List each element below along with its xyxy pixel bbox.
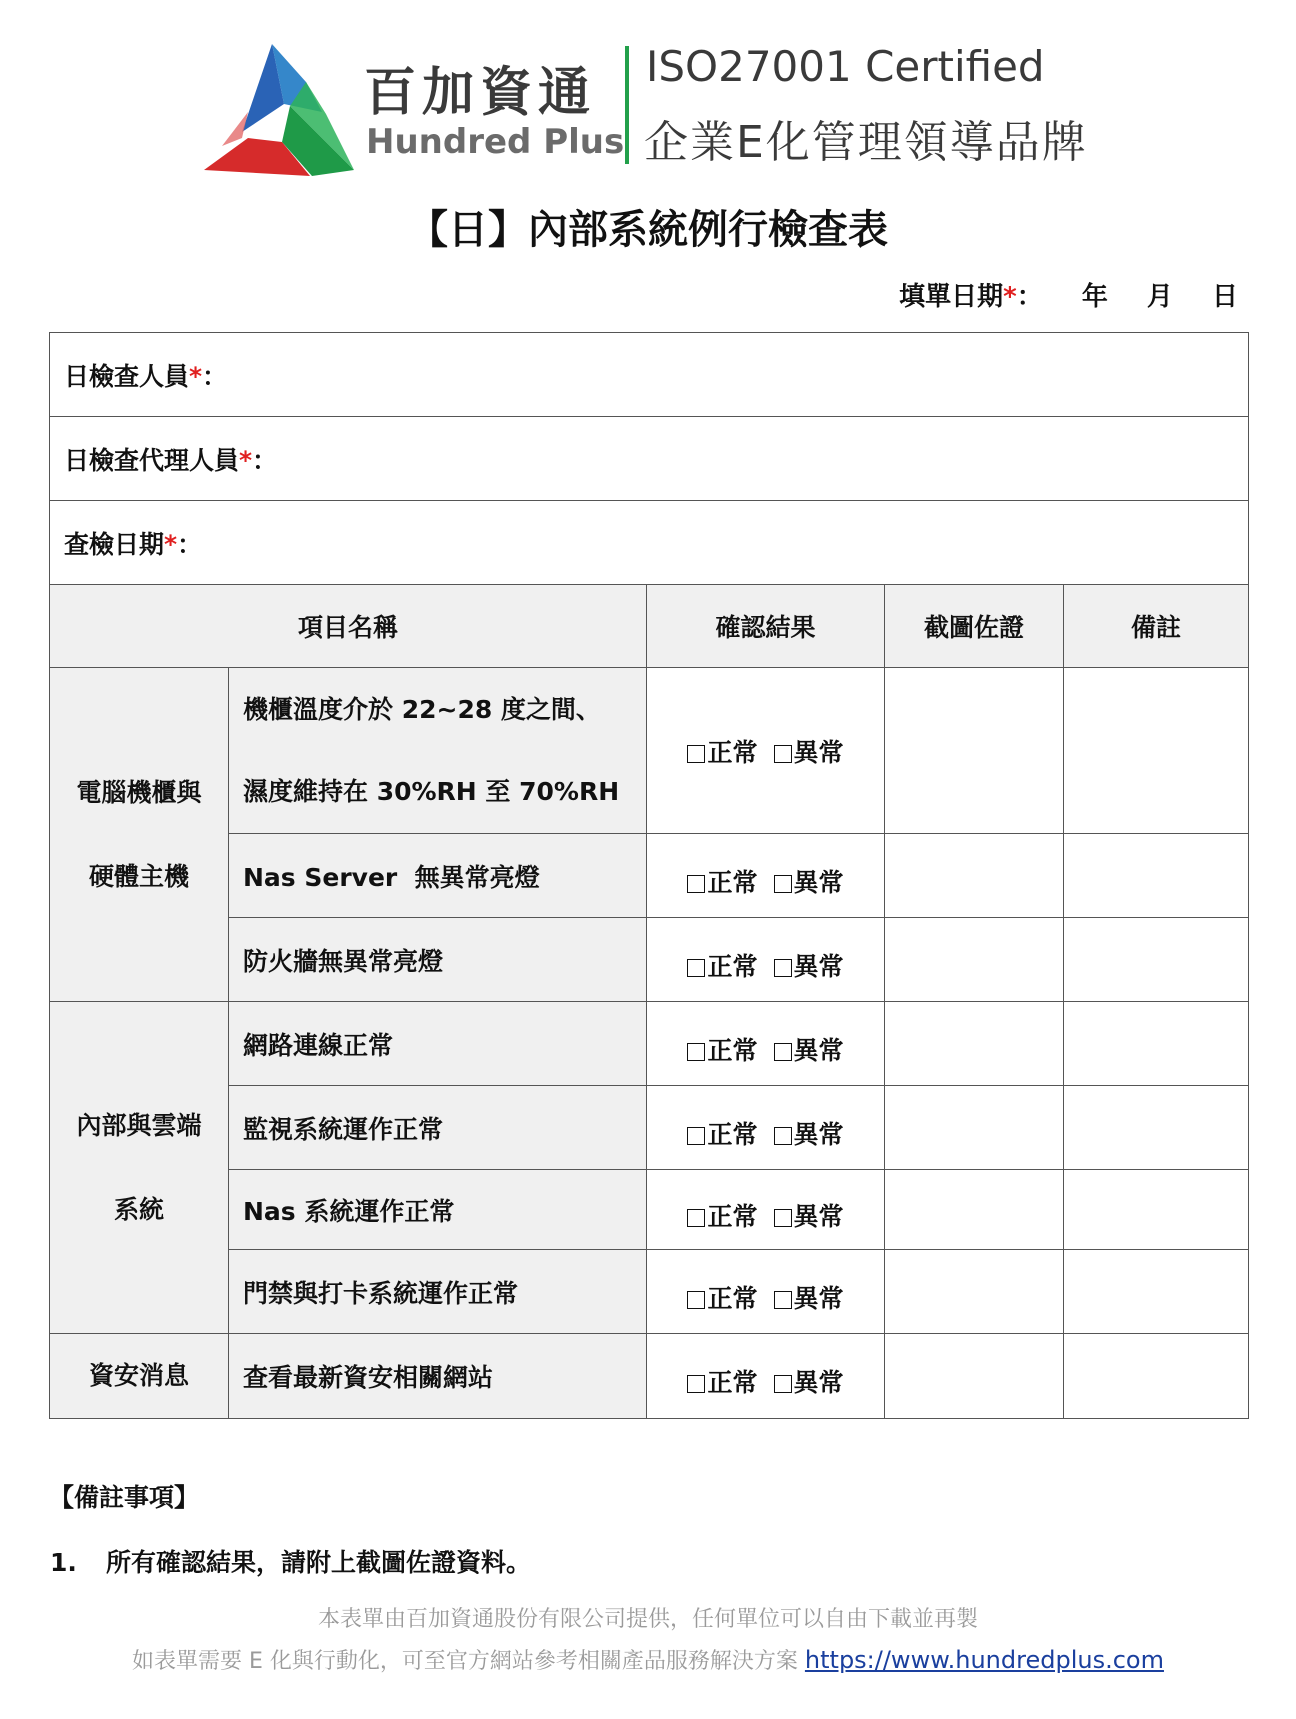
table-row: [50, 834, 1249, 918]
brand-name-en: Hundred Plus: [366, 122, 625, 162]
deputy-inspector-field[interactable]: 日檢查代理人員*：: [50, 417, 1249, 501]
screenshot-cell[interactable]: [885, 668, 1064, 834]
note-text: 所有確認結果，請附上截圖佐證資料。: [106, 1548, 532, 1577]
fill-date-label: 填單日期: [899, 282, 1004, 312]
note-cell[interactable]: [1064, 834, 1249, 918]
item-cabinet-temperature: 機櫃溫度介於 22~28 度之間、 濕度維持在 30%RH 至 70%RH: [229, 668, 647, 834]
website-link[interactable]: https://www.hundredplus.com: [804, 1646, 1164, 1674]
checkbox-abnormal[interactable]: 異常: [774, 952, 844, 981]
item-nas-server: Nas Server 無異常亮燈: [229, 834, 647, 918]
table-row: [50, 1250, 1249, 1334]
brand-slogan: 企業E化管理領導品牌: [644, 117, 1088, 168]
page-header: [0, 40, 1296, 180]
note-cell[interactable]: [1064, 1170, 1249, 1250]
column-header-result: 確認結果: [647, 585, 885, 668]
checkbox-normal[interactable]: 正常: [687, 1036, 757, 1065]
checkbox-normal[interactable]: 正常: [687, 1368, 757, 1397]
screenshot-cell[interactable]: [885, 1170, 1064, 1250]
fill-date: [899, 276, 1238, 313]
fill-date-month[interactable]: 月: [1146, 282, 1173, 312]
column-header-note: 備註: [1064, 585, 1249, 668]
required-mark: *: [1003, 282, 1017, 312]
table-row: [50, 1086, 1249, 1170]
result-cell: [647, 918, 885, 1002]
inspector-row: [50, 333, 1249, 417]
notes-heading: 【備註事項】: [49, 1483, 200, 1512]
result-cell: [647, 1086, 885, 1170]
result-cell: [647, 1170, 885, 1250]
footer-copyright: 本表單由百加資通股份有限公司提供，任何單位可以自由下載並再製: [317, 1607, 978, 1632]
fill-date-colon: ：: [1016, 282, 1043, 312]
result-cell: [647, 1334, 885, 1419]
screenshot-cell[interactable]: [885, 918, 1064, 1002]
brand-divider: [625, 46, 629, 164]
table-row: [50, 1334, 1249, 1419]
result-cell: [647, 834, 885, 918]
category-security: 資安消息: [50, 1334, 229, 1419]
note-number: 1.: [50, 1548, 77, 1577]
checkbox-abnormal[interactable]: 異常: [774, 1120, 844, 1149]
item-monitor-system: 監視系統運作正常: [229, 1086, 647, 1170]
screenshot-cell[interactable]: [885, 1250, 1064, 1334]
note-item: [50, 1543, 531, 1579]
checkbox-abnormal[interactable]: 異常: [774, 1284, 844, 1313]
inspection-table: [49, 332, 1249, 1419]
category-system: 內部與雲端 系統: [50, 1002, 229, 1334]
result-cell: [647, 668, 885, 834]
table-row: [50, 668, 1249, 834]
iso-certification: ISO27001 Certified: [646, 42, 1045, 91]
screenshot-cell[interactable]: [885, 1334, 1064, 1419]
table-header-row: [50, 585, 1249, 668]
brand-name-cn: 百加資通: [364, 63, 597, 123]
fill-date-day[interactable]: 日: [1211, 282, 1238, 312]
checkbox-abnormal[interactable]: 異常: [774, 868, 844, 897]
deputy-inspector-row: [50, 417, 1249, 501]
table-row: [50, 1170, 1249, 1250]
item-firewall: 防火牆無異常亮燈: [229, 918, 647, 1002]
screenshot-cell[interactable]: [885, 1086, 1064, 1170]
item-access-control: 門禁與打卡系統運作正常: [229, 1250, 647, 1334]
note-cell[interactable]: [1064, 1250, 1249, 1334]
category-hardware: 電腦機櫃與 硬體主機: [50, 668, 229, 1002]
item-network: 網路連線正常: [229, 1002, 647, 1086]
note-cell[interactable]: [1064, 1334, 1249, 1419]
checkbox-normal[interactable]: 正常: [687, 868, 757, 897]
result-cell: [647, 1002, 885, 1086]
column-header-item: 項目名稱: [50, 585, 647, 668]
column-header-screenshot: 截圖佐證: [885, 585, 1064, 668]
note-cell[interactable]: [1064, 1086, 1249, 1170]
inspection-date-field[interactable]: 查檢日期*：: [50, 501, 1249, 585]
hundred-plus-logo-icon: [202, 42, 358, 180]
checkbox-abnormal[interactable]: 異常: [774, 738, 844, 767]
checkbox-normal[interactable]: 正常: [687, 1202, 757, 1231]
screenshot-cell[interactable]: [885, 1002, 1064, 1086]
table-row: [50, 1002, 1249, 1086]
document-title: 【日】內部系統例行檢查表: [408, 207, 888, 253]
checkbox-normal[interactable]: 正常: [687, 1120, 757, 1149]
checkbox-abnormal[interactable]: 異常: [774, 1368, 844, 1397]
table-row: [50, 918, 1249, 1002]
checkbox-abnormal[interactable]: 異常: [774, 1202, 844, 1231]
checkbox-normal[interactable]: 正常: [687, 1284, 757, 1313]
note-cell[interactable]: [1064, 918, 1249, 1002]
screenshot-cell[interactable]: [885, 834, 1064, 918]
checkbox-normal[interactable]: 正常: [687, 738, 757, 767]
inspection-date-row: [50, 501, 1249, 585]
checkbox-normal[interactable]: 正常: [687, 952, 757, 981]
item-nas-system: Nas 系統運作正常: [229, 1170, 647, 1250]
item-security-site: 查看最新資安相關網站: [229, 1334, 647, 1419]
footer-promo: [0, 1644, 1296, 1675]
inspector-field[interactable]: 日檢查人員*：: [50, 333, 1249, 417]
note-cell[interactable]: [1064, 668, 1249, 834]
checkbox-abnormal[interactable]: 異常: [774, 1036, 844, 1065]
result-cell: [647, 1250, 885, 1334]
fill-date-year[interactable]: 年: [1081, 282, 1108, 312]
footer-promo-text: 如表單需要 E 化與行動化，可至官方網站參考相關產品服務解決方案: [132, 1649, 805, 1674]
note-cell[interactable]: [1064, 1002, 1249, 1086]
